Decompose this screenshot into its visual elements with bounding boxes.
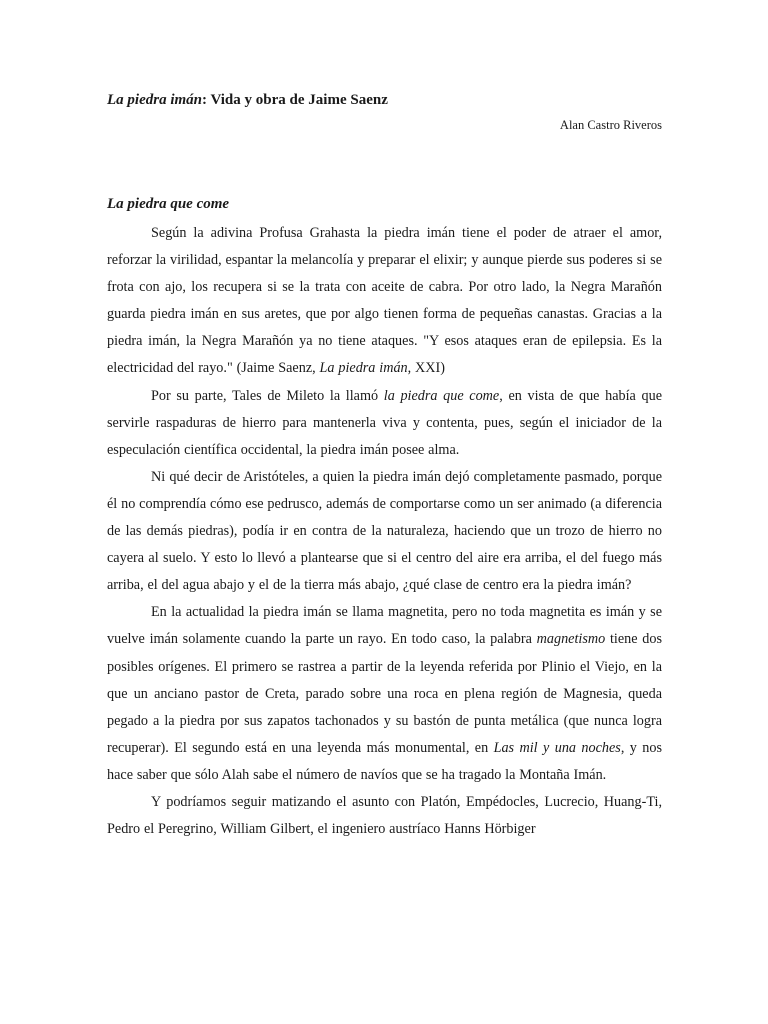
text-run: , XXI) — [407, 360, 445, 377]
paragraph — [107, 220, 662, 383]
paragraph — [107, 383, 662, 464]
paragraph — [107, 599, 662, 789]
italic-text: La piedra imán — [319, 360, 408, 377]
paragraph — [107, 789, 662, 843]
paragraph — [107, 464, 662, 599]
italic-text: magnetismo — [536, 631, 606, 648]
italic-text: la piedra que come — [383, 387, 500, 404]
text-run: , y nos hace saber que sólo Alah sabe el número de navíos que se ha tragado la Montaña Imán. — [107, 739, 662, 783]
text-run: Según la adivina Profusa Grahasta la piedra imán tiene el poder de atraer el amor, reforzar la virilidad, espantar la melancolía y preparar el elixir; y aunque pierde sus poderes si se frota con ajo, los recupera si se la trata con aceite de cabra. Por otro lado, la Negra Marañón guarda piedra imán en sus aretes, que por algo tienen forma de pequeñas canastas. Gracias a la piedra imán, la Negra Marañón ya no tiene ataques. "Y esos ataques eran de epilepsia. Es la electricidad del rayo." (Jaime Saenz, — [107, 225, 662, 377]
text-run: En la actualidad la piedra imán se llama magnetita, pero no toda magnetita es imán y se vuelve imán solamente cuando la parte un rayo. En todo caso, la palabra — [107, 604, 662, 648]
text-run: Por su parte, Tales de Mileto la llamó — [151, 387, 384, 404]
text-run: Ni qué decir de Aristóteles, a quien la piedra imán dejó completamente pasmado, porque él no comprendía cómo ese pedrusco, además de comportarse como un ser animado (a diferencia de las demás piedras), podía ir en contra de la naturaleza, haciendo que un trozo de hierro no cayera al suelo. Y esto lo llevó a plantearse que si el centro del aire era arriba, el del fuego más arriba, el del agua abajo y el de la tierra más abajo, ¿qué clase de centro era la piedra imán? — [107, 468, 662, 594]
document-title — [107, 92, 388, 109]
document-title-rest: : Vida y obra de Jaime Saenz — [202, 92, 388, 108]
author-name: Alan Castro Riveros — [559, 118, 662, 132]
text-run: Y podríamos seguir matizando el asunto con Platón, Empédocles, Lucrecio, Huang-Ti, Pedro el Peregrino, William Gilbert, el ingeniero austríaco Hanns Hörbiger — [107, 793, 662, 838]
section-heading: La piedra que come — [107, 196, 230, 212]
document-title-italic: La piedra imán — [107, 92, 203, 108]
document-body — [107, 220, 662, 843]
text-run: , en vista de que había que servirle raspaduras de hierro para mantenerla viva y contenta, pues, según el iniciador de la especulación científica occidental, la piedra imán posee alma. — [107, 387, 663, 458]
text-run: tiene dos posibles orígenes. El primero se rastrea a partir de la leyenda referida por Plinio el Viejo, en la que un anciano pastor de Creta, parado sobre una roca en plena región de Magnesia, queda pegado a la piedra por sus zapatos tachonados y su bastón de punta metálica (que nunca logra recuperar). El segundo está en una leyenda más monumental, en — [107, 631, 662, 756]
italic-text: Las mil y una noches — [493, 739, 621, 756]
